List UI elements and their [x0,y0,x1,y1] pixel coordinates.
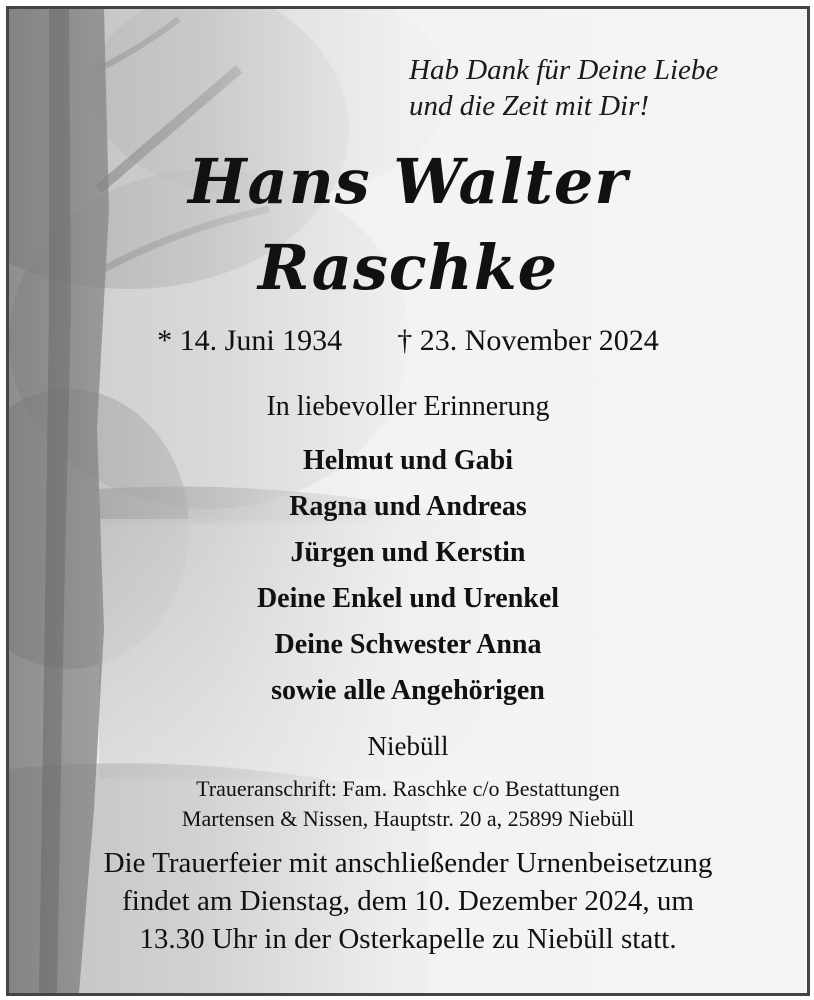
mourner-line: Deine Schwester Anna [274,629,542,660]
life-dates [9,323,807,359]
mourner-line: Ragna und Andreas [289,491,527,522]
mourner-line: Deine Enkel und Urenkel [256,583,560,614]
funeral-line-1: Die Trauerfeier mit anschließender Urnenbeisetzung [103,847,713,879]
birth-date: * 14. Juni 1934 [157,324,343,357]
mourner-line: Helmut und Gabi [302,445,514,476]
notice-text [9,9,807,993]
funeral-line-2: findet am Dienstag, dem 10. Dezember 2024, um [122,885,694,917]
mourner-line: Jürgen und Kerstin [290,537,526,568]
memory-line: In liebevoller Erinnerung [266,391,550,422]
funeral-line-3: 13.30 Uhr in der Osterkapelle zu Niebüll statt. [139,923,677,955]
obituary-notice [6,6,810,996]
address-line-2: Martensen & Nissen, Hauptstr. 20 a, 25899 Niebüll [181,806,635,831]
quote-line-1: Hab Dank für Deine Liebe [409,54,719,86]
mourner-line: sowie alle Angehörigen [271,675,545,706]
deceased-name-last: Raschke [257,231,559,304]
address-line-1: Traueranschrift: Fam. Raschke c/o Bestattungen [196,776,620,801]
place: Niebüll [367,731,449,761]
quote-line-2: und die Zeit mit Dir! [409,90,650,122]
deceased-name-first: Hans Walter [187,145,629,218]
death-date: † 23. November 2024 [397,324,659,357]
